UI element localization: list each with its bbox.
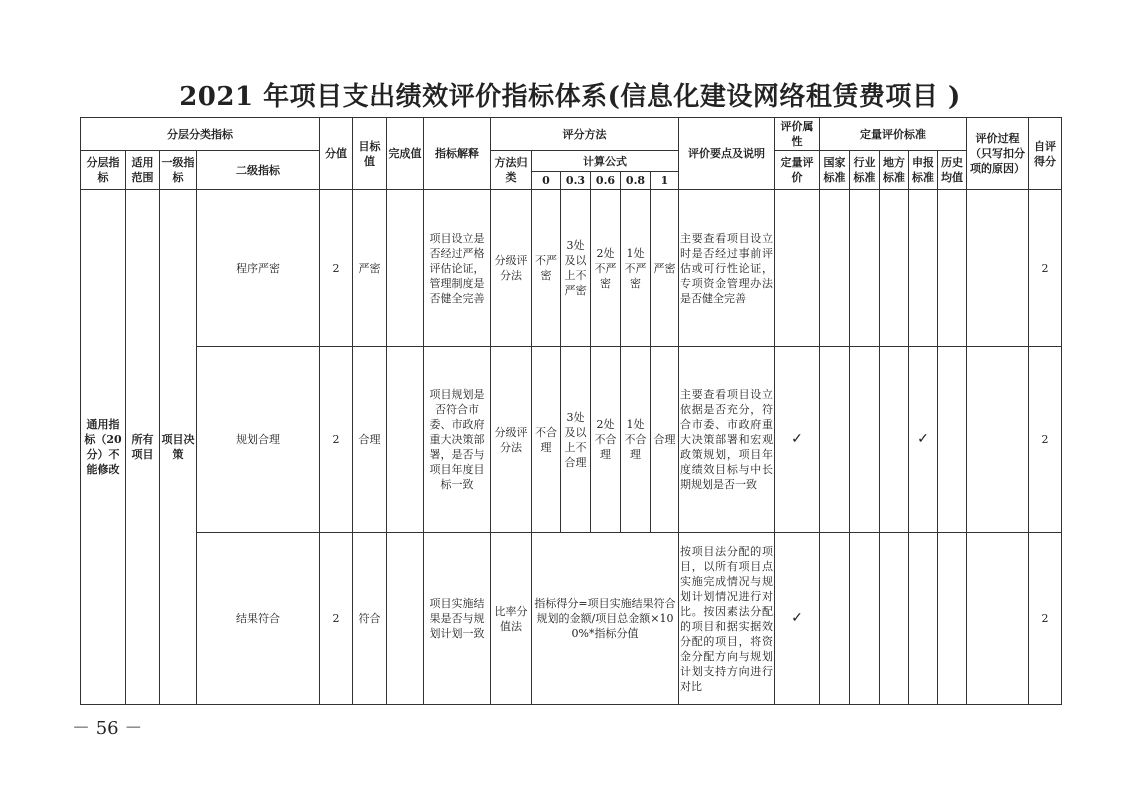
header-dingliang-pingjia: 定量评价 [775,151,820,190]
header-yaodian: 评价要点及说明 [679,118,775,190]
header-jieshi: 指标解释 [424,118,491,190]
row-wancheng [387,347,424,533]
row-jieshi: 项目设立是否经过严格评估论证，管理制度是否健全完善 [424,190,491,347]
row-difang [880,190,909,347]
row-score-06: 2处不合理 [591,347,621,533]
group-fenceng: 通用指标（20分）不能修改 [81,190,126,705]
header-hangye: 行业标准 [850,151,880,190]
group-yiji: 项目决策 [160,190,197,705]
header-score-0: 0 [532,172,561,190]
row-lishi [938,190,967,347]
header-pingjia-shuxing: 评价属性 [775,118,820,151]
row-difang [880,347,909,533]
row-zipin: 2 [1029,347,1062,533]
row-hangye [850,190,880,347]
row-guocheng [967,533,1029,705]
row-score-0: 不严密 [532,190,561,347]
header-erji: 二级指标 [197,151,320,190]
row-score-08: 1处不严密 [621,190,651,347]
row-yaodian: 主要查看项目设立依据是否充分，符合市委、市政府重大决策部署和宏观政策规划，项目年度绩效目标与中长期规划是否一致 [679,347,775,533]
check-mark-icon: ✓ [775,533,820,705]
header-lishi: 历史均值 [938,151,967,190]
row-score-06: 2处不严密 [591,190,621,347]
row-guocheng [967,190,1029,347]
header-shiyong-fanwei: 适用范围 [126,151,160,190]
header-dingliang-biaozhun: 定量评价标准 [820,118,967,151]
header-fenceng: 分层分类指标 [81,118,320,151]
row-hangye [850,533,880,705]
header-fenzhi: 分值 [320,118,353,190]
header-difang: 地方标准 [880,151,909,190]
row-guojia [820,533,850,705]
row-score-0: 不合理 [532,347,561,533]
row-wancheng [387,190,424,347]
row-score-1: 合理 [651,347,679,533]
row-lishi [938,347,967,533]
indicator-table [80,117,1062,705]
row-guocheng [967,347,1029,533]
row-erji: 程序严密 [197,190,320,347]
header-score-06: 0.6 [591,172,621,190]
row-dingliang [775,190,820,347]
row-guojia [820,347,850,533]
header-pingjia-guocheng: 评价过程（只写扣分项的原因） [967,118,1029,190]
row-jieshi: 项目实施结果是否与规划计划一致 [424,533,491,705]
row-fangfa: 比率分值法 [491,533,532,705]
row-yaodian: 按项目法分配的项目，以所有项目点实施完成情况与规划计划情况进行对比。按因素法分配的项目和据实据效分配的项目，将资金分配方向与规划计划支持方向进行对比 [679,533,775,705]
row-mubiao: 合理 [353,347,387,533]
row-shenbao [909,190,938,347]
header-mubiao: 目标值 [353,118,387,190]
check-mark-icon: ✓ [909,347,938,533]
row-fenzhi: 2 [320,533,353,705]
check-mark-icon: ✓ [775,347,820,533]
page-title: 2021 年项目支出绩效评价指标体系(信息化建设网络租赁费项目 ) [179,82,961,112]
row-guojia [820,190,850,347]
table-row [81,533,1062,705]
header-guojia: 国家标准 [820,151,850,190]
row-shenbao [909,533,938,705]
table-row [81,347,1062,533]
row-fenzhi: 2 [320,190,353,347]
row-yaodian: 主要查看项目设立时是否经过事前评估或可行性论证，专项资金管理办法是否健全完善 [679,190,775,347]
table-row [81,190,1062,347]
row-zipin: 2 [1029,190,1062,347]
row-score-03: 3处及以上不合理 [561,347,591,533]
group-fanwei: 所有项目 [126,190,160,705]
page-number: － 56 － [72,718,143,739]
row-erji: 规划合理 [197,347,320,533]
row-mubiao: 严密 [353,190,387,347]
row-erji: 结果符合 [197,533,320,705]
header-jisuan-gongshi: 计算公式 [532,151,679,172]
row-hangye [850,347,880,533]
row-difang [880,533,909,705]
header-pingfen-fangfa: 评分方法 [491,118,679,151]
header-zipin: 自评得分 [1029,118,1062,190]
row-formula: 指标得分=项目实施结果符合规划的金额/项目总金额×100%*指标分值 [532,533,679,705]
header-fenceng-zhibiao: 分层指标 [81,151,126,190]
row-mubiao: 符合 [353,533,387,705]
row-fangfa: 分级评分法 [491,190,532,347]
header-score-03: 0.3 [561,172,591,190]
row-score-08: 1处不合理 [621,347,651,533]
row-zipin: 2 [1029,533,1062,705]
header-score-1: 1 [651,172,679,190]
row-fangfa: 分级评分法 [491,347,532,533]
header-score-08: 0.8 [621,172,651,190]
row-score-1: 严密 [651,190,679,347]
header-wancheng: 完成值 [387,118,424,190]
row-lishi [938,533,967,705]
row-jieshi: 项目规划是否符合市委、市政府重大决策部署，是否与项目年度目标一致 [424,347,491,533]
row-wancheng [387,533,424,705]
header-fangfa-guilei: 方法归类 [491,151,532,190]
header-yiji: 一级指标 [160,151,197,190]
row-score-03: 3处及以上不严密 [561,190,591,347]
header-shenbao: 申报标准 [909,151,938,190]
row-fenzhi: 2 [320,347,353,533]
